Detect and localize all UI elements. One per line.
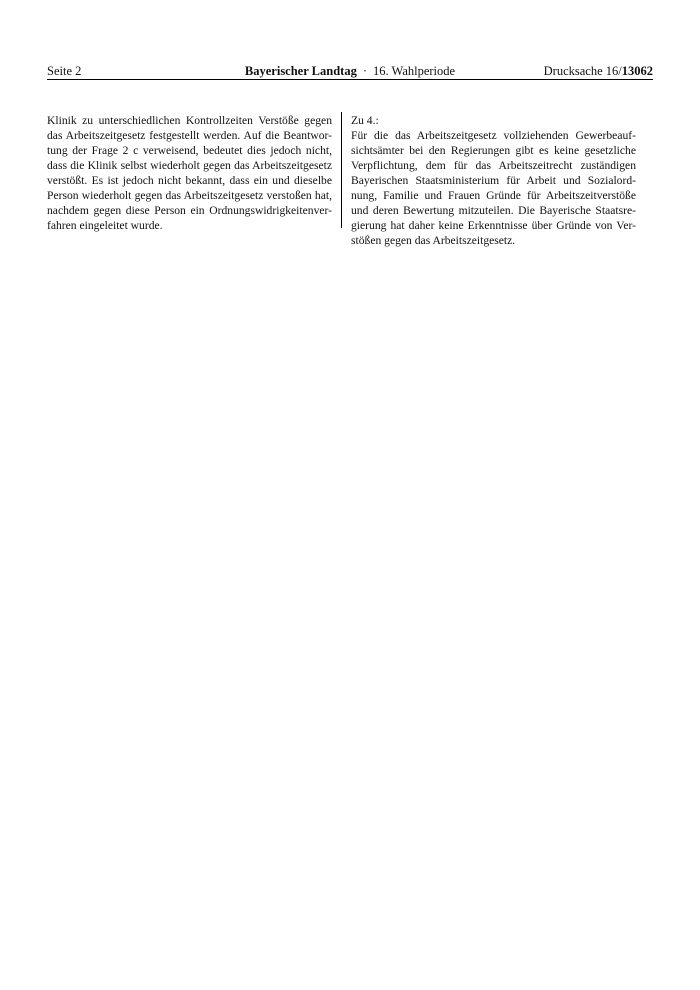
left-line: fahren eingeleitet wurde. [47,219,163,232]
right-line: sichtsämter bei den Regierungen gibt es keine gesetzliche [351,144,636,157]
right-line: Verpflichtung, dem für das Arbeitszeitrecht zuständigen [351,159,636,172]
right-column [351,113,636,248]
right-line: stößen gegen das Arbeitszeitgesetz. [351,234,516,247]
left-line: nachdem gegen diese Person ein Ordnungswidrigkeitenver- [47,204,332,217]
right-line: Bayerischen Staatsministerium für Arbeit und Sozialord- [351,174,636,187]
document-prefix: Drucksache 16/ [543,64,622,78]
right-line: Für die das Arbeitszeitgesetz vollziehenden Gewerbeauf- [351,129,636,142]
right-line: gierung hat daher keine Erkenntnisse über Gründe von Ver- [351,219,636,232]
page-header [47,64,653,80]
right-line: und deren Bewertung mitzuteilen. Die Bayerische Staatsre- [351,204,636,217]
left-line: dass die Klinik selbst wiederholt gegen das Arbeitszeitgesetz [47,159,332,172]
legislative-period: 16. Wahlperiode [373,64,456,78]
document-number: 13062 [621,64,653,78]
left-line: Klinik zu unterschiedlichen Kontrollzeiten Verstöße gegen [47,114,332,127]
left-line: Person wiederholt gegen das Arbeitszeitgesetz verstoßen hat, [47,189,332,202]
publisher-name: Bayerischer Landtag [244,64,357,78]
right-line: nung, Familie und Frauen Gründe für Arbeitszeitverstöße [351,189,636,202]
document-reference [544,64,653,78]
page-number: Seite 2 [47,64,82,78]
column-divider [341,112,342,228]
left-line: das Arbeitszeitgesetz festgestellt werden. Auf die Beantwor- [47,129,332,142]
left-column [47,113,332,233]
left-line: verstößt. Es ist jedoch nicht bekannt, dass ein und dieselbe [47,174,332,187]
section-heading: Zu 4.: [351,114,379,127]
left-line: tung der Frage 2 c verweisend, bedeutet dies jedoch nicht, [47,144,332,157]
header-separator: · [362,64,367,78]
header-rule [47,79,653,80]
